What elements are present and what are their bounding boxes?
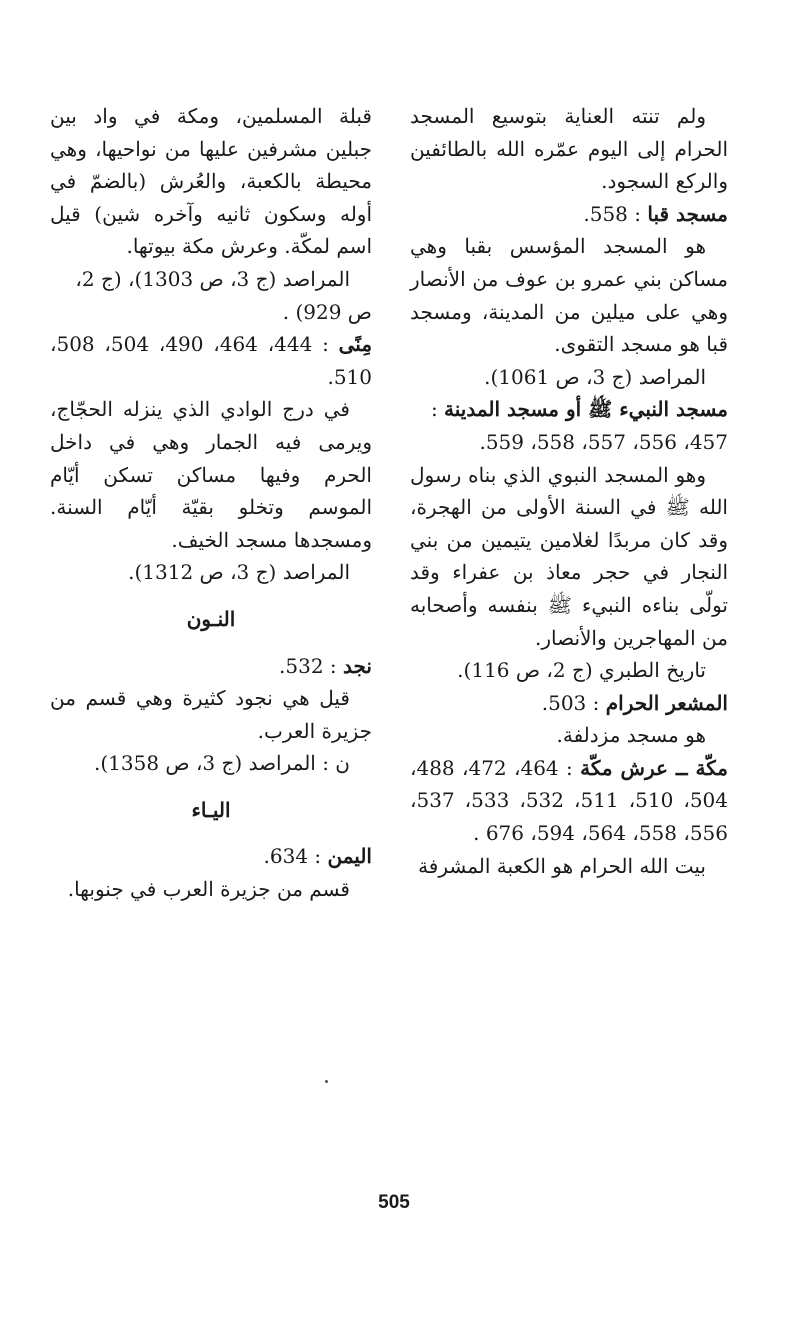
entry-masjid-quba-body: هو المسجد المؤسس بقبا وهي مساكن بني عمرو بن عوف من الأنصار وهي على ميلين من المدينة، ومسجد قبا هو مسجد التقوى. xyxy=(410,234,728,357)
entry-title: نجد xyxy=(343,653,372,678)
entry-mina-heading xyxy=(50,328,372,393)
entry-makka-body-continued: قبلة المسلمين، ومكة في واد بين جبلين مشرفين عليها من نواحيها، وهي محيطة بالكعبة، والعُرش (بالضمّ في أوله وسكون ثانيه وآخره شين) قيل اسم لمكّة. وعرش مكة بيوتها. xyxy=(50,104,372,259)
entry-masjid-quba-reference: المراصد (ج 3، ص 1061). xyxy=(484,364,706,389)
entry-title: مسجد النبيء ﷺ أو مسجد المدينة xyxy=(444,397,728,422)
entry-masjid-nabawi-body: وهو المسجد النبوي الذي بناه رسول الله ﷺ في السنة الأولى من الهجرة، وقد كان مربدًا لغلامين يتيمين من بني النجار في حجر معاذ بن عفراء وقد تولّى بناءه النبيء ﷺ بنفسه وأصحابه من المهاجرين والأنصار. xyxy=(410,462,728,650)
entry-title: اليمن xyxy=(327,844,372,869)
entry-pages: : 503. xyxy=(541,690,606,715)
entry-najd-body: قيل هي نجود كثيرة وهي قسم من جزيرة العرب. xyxy=(50,686,372,743)
entry-yemen-heading xyxy=(50,840,372,873)
page-number: 505 xyxy=(378,1192,410,1213)
section-heading-noon: النـون xyxy=(186,606,236,631)
entry-makka-body: بيت الله الحرام هو الكعبة المشرفة xyxy=(418,853,706,878)
section-heading-yaa: اليـاء xyxy=(191,797,231,822)
entry-mina-body: في درج الوادي الذي ينزله الحجّاج، ويرمى فيه الجمار وهي في داخل الحرم وفيها مساكن تسكن أيّام الموسم وتخلو بقيّة أيّام السنة. ومسجدها مسجد الخيف. xyxy=(50,397,372,552)
entry-title: مِنًى xyxy=(338,332,373,357)
entry-pages: : 532. xyxy=(279,653,344,678)
entry-mashar-haram-body: هو مسجد مزدلفة. xyxy=(556,723,706,748)
entry-pages: : 634. xyxy=(263,844,328,869)
entry-najd-reference: ن : المراصد (ج 3، ص 1358). xyxy=(93,751,350,776)
entry-pages: : 558. xyxy=(583,201,648,226)
right-column xyxy=(410,100,728,882)
entry-mina-reference: المراصد (ج 3، ص 1312). xyxy=(128,560,350,585)
entry-masjid-nabawi-reference: تاريخ الطبري (ج 2، ص 116). xyxy=(457,658,706,683)
entry-najd-heading xyxy=(50,650,372,683)
entry-makka-reference: المراصد (ج 3، ص 1303)، (ج 2، ص 929) . xyxy=(75,266,372,324)
entry-mashar-haram-heading xyxy=(410,687,728,720)
paragraph-masjid-haram-ending: ولم تنته العناية بتوسيع المسجد الحرام إلى اليوم عمّره الله بالطائفين والركع السجود. xyxy=(410,104,728,194)
scan-speck xyxy=(325,1080,328,1083)
entry-pages: : 457، 556، 557، 558، 559. xyxy=(430,397,728,454)
entry-makka-heading xyxy=(410,752,728,850)
entry-masjid-nabawi-heading xyxy=(410,393,728,458)
entry-yemen-body: قسم من جزيرة العرب في جنوبها. xyxy=(67,877,350,902)
left-column xyxy=(50,100,372,906)
entry-masjid-quba-heading xyxy=(410,198,728,231)
entry-title: مكّة ــ عرش مكّة xyxy=(580,755,729,780)
entry-title: المشعر الحرام xyxy=(605,690,728,715)
entry-pages: : 444، 464، 490، 504، 508، 510. xyxy=(50,332,372,389)
entry-pages: : 464، 472، 488، 504، 510، 511، 532، 533، 537، 556، 558، 564، 594، 676 . xyxy=(410,755,729,846)
entry-title: مسجد قبا xyxy=(647,201,728,226)
